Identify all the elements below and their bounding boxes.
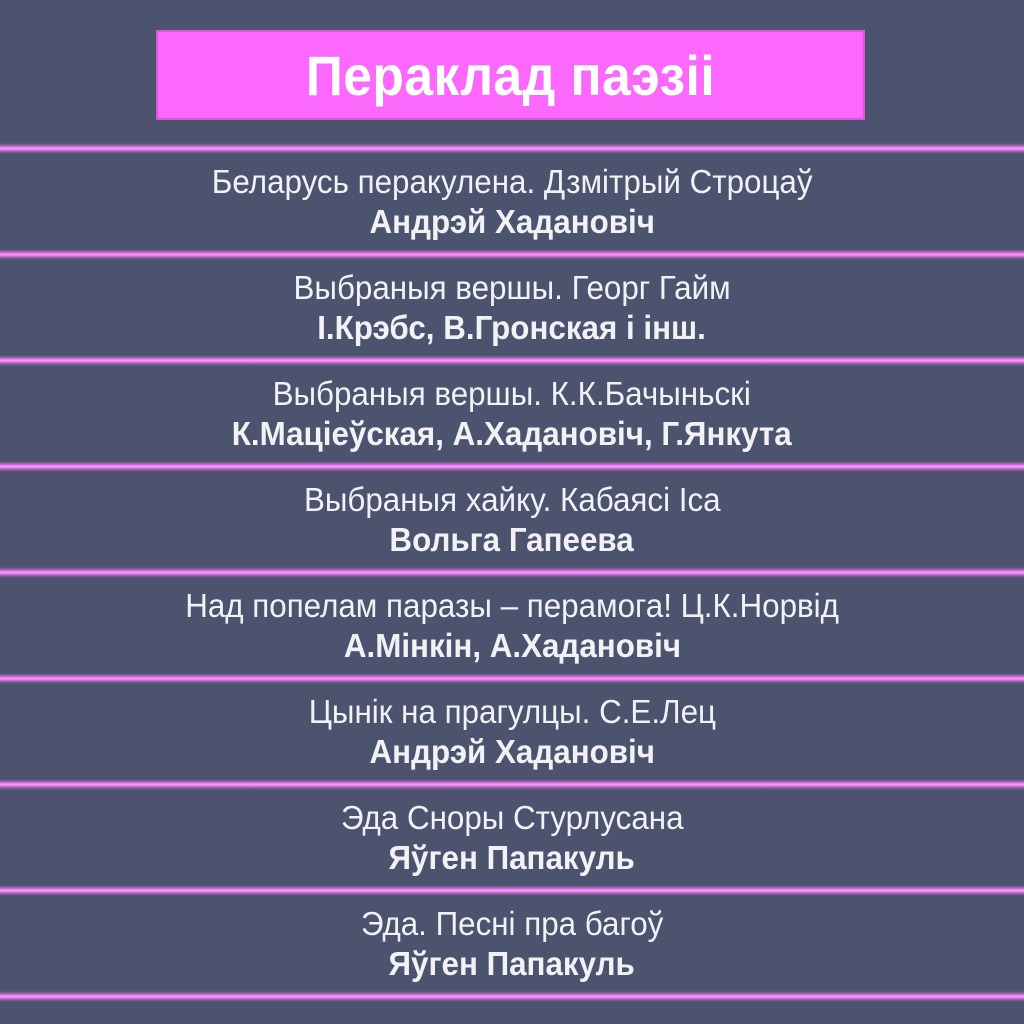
book-title: Выбраныя вершы. К.К.Бачыньскі xyxy=(272,374,752,412)
divider xyxy=(0,461,1024,472)
divider xyxy=(0,673,1024,684)
book-translators: А.Мінкін, А.Хадановіч xyxy=(343,626,681,664)
divider xyxy=(0,567,1024,578)
bottom-margin xyxy=(0,1002,1024,1024)
book-title: Над попелам паразы – перамога! Ц.К.Норвід xyxy=(185,586,839,624)
divider xyxy=(0,779,1024,790)
book-translators: І.Крэбс, В.Гронская і інш. xyxy=(317,308,707,346)
divider xyxy=(0,249,1024,260)
book-row xyxy=(0,472,1024,567)
book-title: Выбраныя хайку. Кабаясі Іса xyxy=(303,480,721,518)
book-row xyxy=(0,154,1024,249)
book-translators: К.Маціеўская, А.Хадановіч, Г.Янкута xyxy=(232,414,792,452)
book-translators: Андрэй Хадановіч xyxy=(369,732,655,770)
divider xyxy=(0,355,1024,366)
divider xyxy=(0,143,1024,154)
book-row xyxy=(0,260,1024,355)
book-translators: Андрэй Хадановіч xyxy=(369,202,655,240)
book-title: Выбраныя вершы. Георг Гайм xyxy=(293,268,731,306)
book-row xyxy=(0,366,1024,461)
divider xyxy=(0,885,1024,896)
poster-title: Пераклад паэзіі xyxy=(305,43,716,107)
book-title: Эда. Песні пра багоў xyxy=(360,904,664,942)
book-translators: Яўген Папакуль xyxy=(388,838,636,876)
book-translators: Вольга Гапеева xyxy=(389,520,635,558)
book-row xyxy=(0,578,1024,673)
book-title: Беларусь перакулена. Дзмітрый Строцаў xyxy=(211,162,813,200)
book-row xyxy=(0,684,1024,779)
book-title: Цынік на прагулцы. С.Е.Лец xyxy=(308,692,716,730)
divider xyxy=(0,991,1024,1002)
book-row xyxy=(0,790,1024,885)
book-title: Эда Сноры Стурлусана xyxy=(340,798,684,836)
book-row xyxy=(0,896,1024,991)
header-area xyxy=(0,0,1024,143)
book-translators: Яўген Папакуль xyxy=(388,944,636,982)
title-banner xyxy=(156,30,865,120)
